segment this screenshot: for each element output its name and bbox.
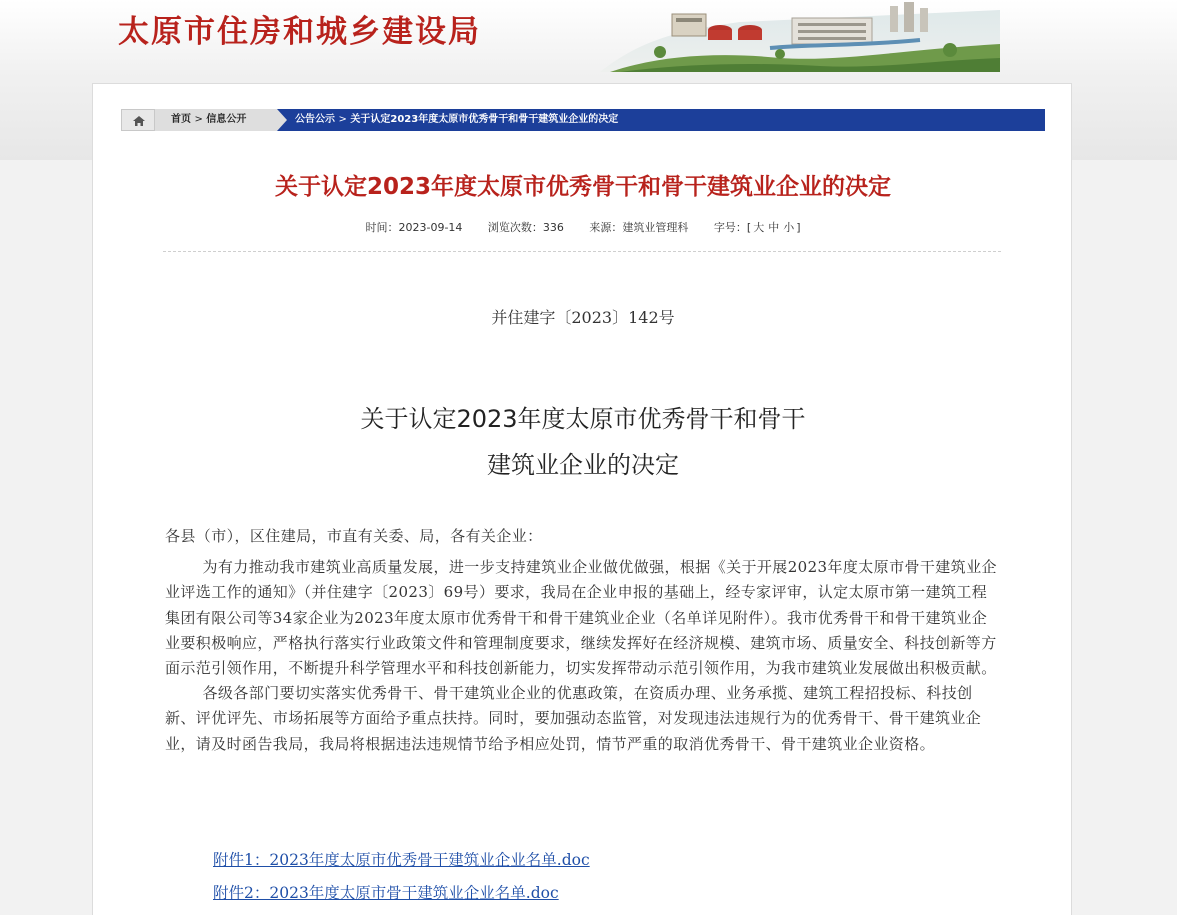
article-body — [165, 524, 997, 757]
site-title[interactable]: 太原市住房和城乡建设局 — [118, 14, 481, 50]
meta-source-label: 来源： — [589, 221, 623, 234]
font-size-bracket-open: [ — [746, 221, 752, 234]
meta-time-label: 时间： — [365, 221, 399, 234]
breadcrumb-item-current: 关于认定2023年度太原市优秀骨干和骨干建筑业企业的决定 — [350, 114, 619, 125]
body-paragraph-1: 为有力推动我市建筑业高质量发展，进一步支持建筑业企业做优做强，根据《关于开展2023年度太原市骨干建筑业企业评选工作的通知》（并住建字〔2023〕69号）要求，我局在企业申报的基础上，经专家评审，认定太原市第一建筑工程集团有限公司等34家企业为2023年度太原市优秀骨干和骨干建筑业企业（名单详见附件）。我市优秀骨干和骨干建筑业企业要积极响应，严格执行落实行业政策文件和管理制度要求，继续发挥好在经济规模、建筑市场、质量安全、科技创新等方面示范引领作用，不断提升科学管理水平和科技创新能力，切实发挥带动示范引领作用，为我市建筑业发展做出积极贡献。 — [165, 558, 997, 678]
attachment-list — [213, 844, 590, 910]
body-paragraph-2: 各级各部门要切实落实优秀骨干、骨干建筑业企业的优惠政策，在资质办理、业务承揽、建筑工程招投标、科技创新、评优评先、市场拓展等方面给予重点扶持。同时，要加强动态监管，对发现违法违规行为的优秀骨干、骨干建筑业企业，请及时函告我局，我局将根据违法违规情节给予相应处罚，情节严重的取消优秀骨干、骨干建筑业企业资格。 — [165, 684, 982, 753]
meta-views-value: 336 — [542, 221, 564, 234]
meta-views-label: 浏览次数： — [487, 221, 543, 234]
document-title — [93, 396, 1073, 488]
attachment-link-2[interactable]: 附件2：2023年度太原市骨干建筑业企业名单.doc — [213, 884, 559, 902]
meta-time — [365, 221, 462, 234]
meta-views — [488, 221, 564, 234]
font-size-control — [714, 221, 801, 234]
salutation: 各县（市），区住建局，市直有关委、局，各有关企业： — [165, 527, 543, 545]
home-icon — [122, 110, 156, 132]
document-number: 并住建字〔2023〕142号 — [491, 308, 675, 327]
breadcrumb-separator: > — [338, 114, 347, 125]
breadcrumb-item-announcements[interactable]: 公告公示 — [295, 114, 335, 125]
document-title-line-1: 关于认定2023年度太原市优秀骨干和骨干 — [360, 405, 806, 433]
font-size-small-link[interactable]: 小 — [783, 221, 795, 234]
font-size-medium-link[interactable]: 中 — [768, 221, 780, 234]
content-panel — [92, 83, 1072, 915]
breadcrumb-item-home[interactable]: 首页 — [171, 114, 191, 125]
breadcrumb-arrow — [277, 109, 287, 131]
breadcrumb-item-info-disclosure[interactable]: 信息公开 — [206, 114, 247, 125]
breadcrumb-blue-segment — [295, 109, 618, 131]
breadcrumb — [121, 109, 1045, 131]
document-title-line-2: 建筑业企业的决定 — [487, 451, 679, 479]
meta-source — [589, 221, 688, 234]
meta-time-value: 2023-09-14 — [398, 221, 463, 234]
font-size-label: 字号： — [713, 221, 747, 234]
font-size-bracket-close: ] — [796, 221, 801, 234]
breadcrumb-separator: > — [194, 114, 203, 125]
article-meta — [93, 219, 1073, 235]
meta-source-value: 建筑业管理科 — [622, 221, 689, 234]
banner-illustration — [600, 0, 1000, 72]
breadcrumb-gray-segment — [155, 109, 277, 131]
font-size-large-link[interactable]: 大 — [753, 221, 765, 234]
title-divider — [163, 251, 1001, 252]
article-title: 关于认定2023年度太原市优秀骨干和骨干建筑业企业的决定 — [274, 174, 891, 200]
attachment-link-1[interactable]: 附件1：2023年度太原市优秀骨干建筑业企业名单.doc — [213, 851, 590, 869]
breadcrumb-home[interactable] — [121, 109, 155, 131]
